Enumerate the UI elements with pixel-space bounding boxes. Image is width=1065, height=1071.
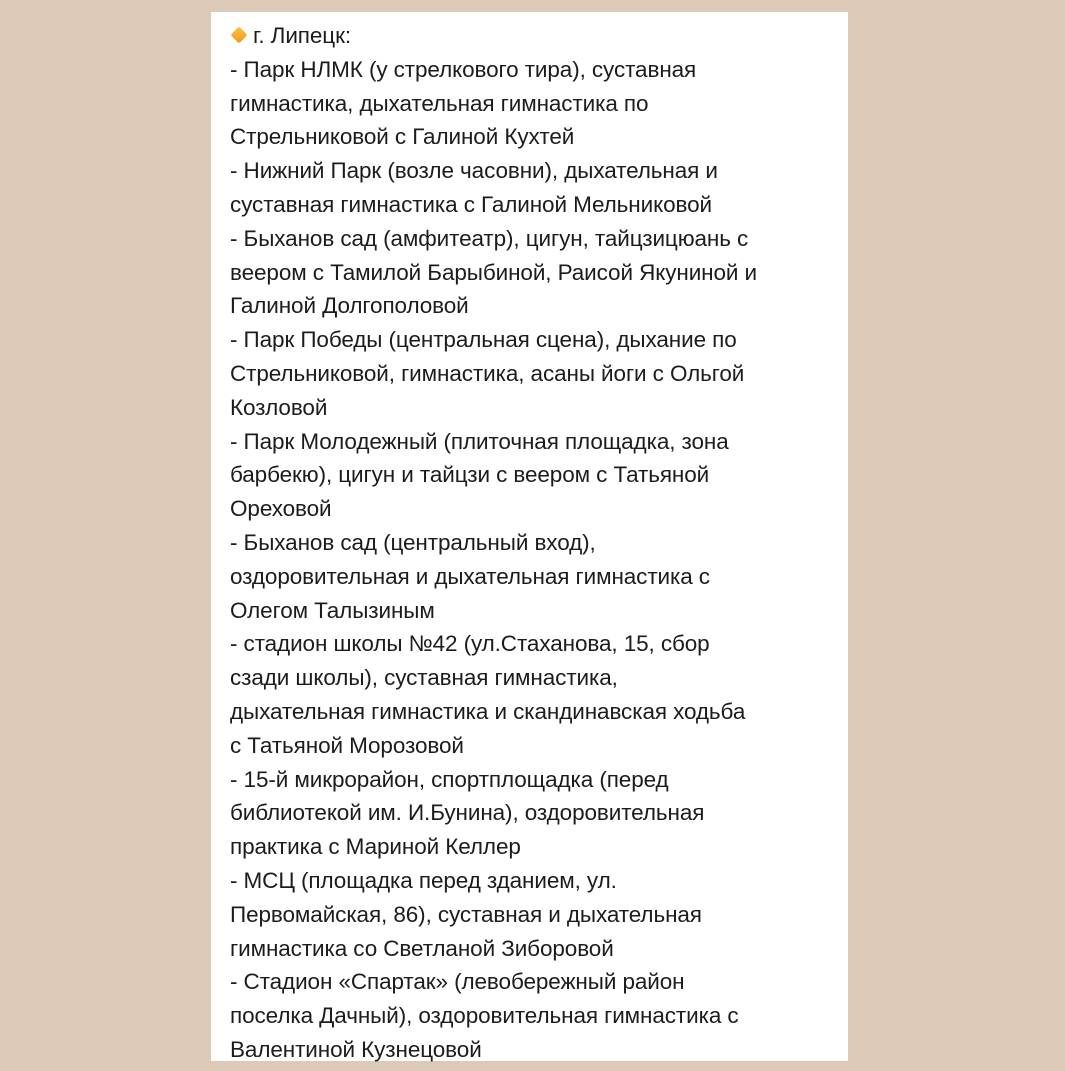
text-line: Ореховой xyxy=(230,496,332,522)
text-line: Галиной Долгополовой xyxy=(230,293,469,319)
text-line: библиотекой им. И.Бунина), оздоровительная xyxy=(230,800,705,826)
text-line: Козловой xyxy=(230,394,328,420)
text-line: - стадион школы №42 (ул.Стаханова, 15, сбор xyxy=(230,631,710,657)
text-line: - Быханов сад (центральный вход), xyxy=(230,529,596,555)
text-line: оздоровительная и дыхательная гимнастика с xyxy=(230,563,710,589)
text-line: Стрельниковой, гимнастика, асаны йоги с Ольгой xyxy=(230,360,745,386)
text-line: Стрельниковой с Галиной Кухтей xyxy=(230,124,575,150)
text-line: барбекю), цигун и тайцзи с веером с Татьяной xyxy=(230,462,710,488)
text-line: поселка Дачный), оздоровительная гимнастика с xyxy=(230,1003,739,1029)
text-card xyxy=(211,12,848,1061)
text-line: - Стадион «Спартак» (левобережный район xyxy=(230,969,685,995)
text-line: суставная гимнастика с Галиной Мельниковой xyxy=(230,191,712,217)
text-line: Валентиной Кузнецовой xyxy=(230,1036,482,1062)
text-line: дыхательная гимнастика и скандинавская ходьба xyxy=(230,698,746,724)
text-line: Первомайская, 86), суставная и дыхательная xyxy=(230,901,702,927)
city-heading: г. Липецк: xyxy=(253,23,351,48)
text-line: гимнастика со Светланой Зиборовой xyxy=(230,935,614,961)
text-line: - Парк Победы (центральная сцена), дыхание по xyxy=(230,327,737,353)
text-line: гимнастика, дыхательная гимнастика по xyxy=(230,90,649,116)
header-line xyxy=(230,19,848,53)
orange-diamond-icon xyxy=(231,27,248,44)
text-line: - Нижний Парк (возле часовни), дыхательная и xyxy=(230,158,718,184)
text-line: сзади школы), суставная гимнастика, xyxy=(230,665,618,691)
text-line: - МСЦ (площадка перед зданием, ул. xyxy=(230,867,617,893)
text-line: - 15-й микрорайон, спортплощадка (перед xyxy=(230,766,669,792)
text-line: - Быханов сад (амфитеатр), цигун, тайцзицюань с xyxy=(230,225,749,251)
text-line: Олегом Талызиным xyxy=(230,597,435,623)
text-line: - Парк НЛМК (у стрелкового тира), суставная xyxy=(230,56,697,82)
schedule-list xyxy=(230,53,848,1067)
text-line: - Парк Молодежный (плиточная площадка, зона xyxy=(230,428,729,454)
text-line: с Татьяной Морозовой xyxy=(230,732,464,758)
text-line: практика с Мариной Келлер xyxy=(230,834,521,860)
text-line: веером с Тамилой Барыбиной, Раисой Якуниной и xyxy=(230,259,757,285)
